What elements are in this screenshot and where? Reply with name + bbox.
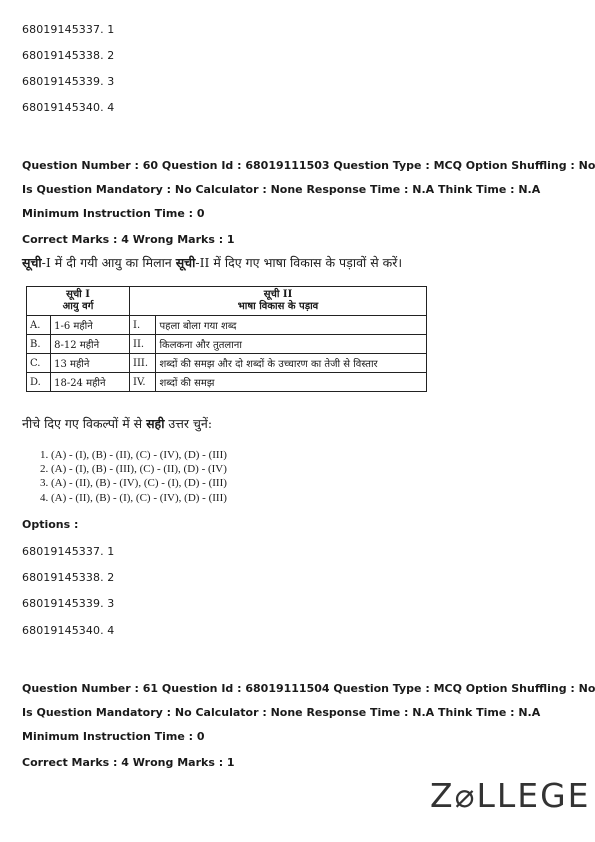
option-1: 68019145337. 1 [22, 545, 115, 558]
row-letter: C. [27, 354, 51, 373]
q61-meta-line3: Minimum Instruction Time : 0 [22, 730, 205, 743]
age-cell: 1-6 महीने [51, 316, 130, 335]
option-4: 68019145340. 4 [22, 624, 115, 637]
choice-item: 3. (A) - (II), (B) - (IV), (C) - (I), (D) - (III) [40, 477, 227, 490]
choice-item: 1. (A) - (I), (B) - (II), (C) - (IV), (D) - (III) [40, 449, 227, 461]
q60-list1-word: सूची [22, 255, 42, 270]
option-4: 68019145340. 4 [22, 101, 115, 114]
options-label: Options : [22, 518, 79, 531]
match-table [26, 286, 427, 392]
zollege-logo: Z⌀LLEGE [430, 776, 591, 815]
row-numeral: III. [130, 354, 156, 373]
row-numeral: II. [130, 335, 156, 354]
table-row [27, 373, 427, 392]
list1-header: सूची I आयु वर्ग [27, 287, 130, 316]
q60-meta-line3: Minimum Instruction Time : 0 [22, 207, 205, 220]
stage-cell: शब्दों की समझ और दो शब्दों के उच्चारण का तेजी से विस्तार [156, 354, 427, 373]
q60-list2-word: सूची [175, 255, 196, 270]
q60-question-text: सूची-I में दी गयी आयु का मिलान सूची-II में दिए गए भाषा विकास के पड़ावों से करें। [22, 255, 403, 270]
table-row [27, 354, 427, 373]
table-row [27, 316, 427, 335]
row-letter: A. [27, 316, 51, 335]
q60-choices [40, 448, 227, 505]
list2-header: सूची II भाषा विकास के पड़ाव [130, 287, 427, 316]
row-numeral: I. [130, 316, 156, 335]
choice-item: 4. (A) - (II), (B) - (I), (C) - (IV), (D) - (III) [40, 491, 227, 504]
option-3: 68019145339. 3 [22, 75, 115, 88]
stage-cell: शब्दों की समझ [156, 373, 427, 392]
stage-cell: पहला बोला गया शब्द [156, 316, 427, 335]
option-2: 68019145338. 2 [22, 49, 115, 62]
instr-bold-word: सही [146, 416, 165, 431]
match-table-header [27, 287, 427, 316]
q60-meta-line1: Question Number : 60 Question Id : 68019111503 Question Type : MCQ Option Shuffling : No [22, 159, 595, 172]
option-1: 68019145337. 1 [22, 23, 115, 36]
row-numeral: IV. [130, 373, 156, 392]
q60-marks: Correct Marks : 4 Wrong Marks : 1 [22, 233, 235, 246]
stage-cell: किलकना और तुतलाना [156, 335, 427, 354]
choice-item: 2. (A) - (I), (B) - (III), (C) - (II), (D) - (IV) [40, 463, 227, 476]
option-2: 68019145338. 2 [22, 571, 115, 584]
row-letter: D. [27, 373, 51, 392]
row-letter: B. [27, 335, 51, 354]
option-3: 68019145339. 3 [22, 597, 115, 610]
q61-meta-line1: Question Number : 61 Question Id : 68019111504 Question Type : MCQ Option Shuffling : No [22, 682, 595, 695]
q61-marks: Correct Marks : 4 Wrong Marks : 1 [22, 756, 235, 769]
age-cell: 8-12 महीने [51, 335, 130, 354]
age-cell: 13 महीने [51, 354, 130, 373]
q60-meta-line2: Is Question Mandatory : No Calculator : None Response Time : N.A Think Time : N.A [22, 183, 541, 196]
table-row [27, 335, 427, 354]
q60-instruction: नीचे दिए गए विकल्पों में से सही उत्तर चुनें: [22, 416, 213, 431]
age-cell: 18-24 महीने [51, 373, 130, 392]
q61-meta-line2: Is Question Mandatory : No Calculator : None Response Time : N.A Think Time : N.A [22, 706, 541, 719]
